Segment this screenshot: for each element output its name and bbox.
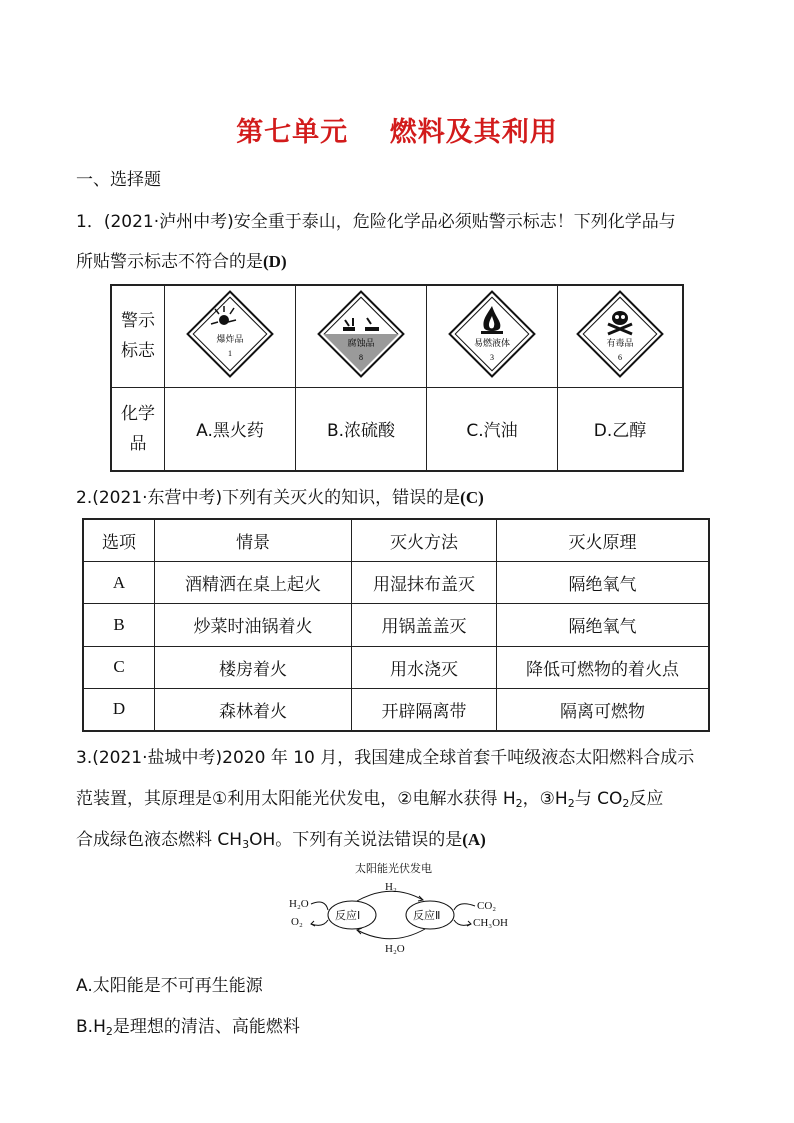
diagram-h2o-in: H₂O (289, 898, 309, 910)
sign-flammable (427, 285, 558, 387)
flame-icon (446, 288, 538, 380)
h2o-arrow (357, 929, 425, 939)
q1-answer: (D) (263, 252, 287, 271)
chem-c: C.汽油 (427, 387, 558, 471)
diagram-reaction-2: 反应Ⅱ (413, 910, 441, 922)
svg-text:6: 6 (618, 352, 622, 362)
q3-answer: (A) (462, 830, 486, 849)
table-row: B 炒菜时油锅着火 用锅盖盖灭 隔绝氧气 (83, 604, 709, 646)
svg-text:易燃液体: 易燃液体 (473, 337, 511, 348)
svg-text:腐蚀品: 腐蚀品 (347, 337, 375, 348)
table-header: 灭火方法 (352, 519, 497, 562)
diagram-o2-out: O₂ (291, 916, 303, 928)
q2-line1 (76, 486, 484, 510)
table-header: 情景 (155, 519, 352, 562)
q1-line1: 1．(2021·泸州中考)安全重于泰山，危险化学品必须贴警示标志！下列化学品与 (76, 212, 676, 232)
co2-in-arrow (454, 904, 475, 910)
sign-corrosive (296, 285, 427, 387)
chem-d: D.乙醇 (558, 387, 684, 471)
sign-row-header: 警示 标志 (111, 285, 165, 387)
section-heading: 一、选择题 (76, 170, 161, 190)
sign-explosive (165, 285, 296, 387)
svg-text:爆炸品: 爆炸品 (216, 333, 244, 344)
q1-line2 (76, 250, 287, 274)
q1-text: 所贴警示标志不符合的是 (76, 252, 263, 272)
diagram-co2: CO₂ (477, 900, 497, 912)
diagram-reaction-1: 反应Ⅰ (335, 910, 361, 922)
q3-option-a: A.太阳能是不可再生能源 (76, 976, 263, 996)
sign-toxic (558, 285, 684, 387)
q2-text: 2.(2021·东营中考)下列有关灭火的知识，错误的是 (76, 488, 461, 508)
q3-option-b: $B.H_2$是理想的清洁、高能燃料 (76, 1017, 300, 1038)
diagram-ch3oh: CH₃OH (473, 917, 509, 929)
svg-text:3: 3 (490, 352, 494, 362)
diagram-top-label: 太阳能光伏发电 (355, 863, 432, 875)
explosion-icon (184, 288, 276, 380)
table-row: D 森林着火 开辟隔离带 隔离可燃物 (83, 688, 709, 731)
reaction-diagram (285, 858, 525, 960)
h2o-in-arrow (311, 902, 328, 910)
q2-answer: (C) (460, 488, 484, 507)
q3-line1: 3.(2021·盐城中考)2020 年 10 月，我国建成全球首套千吨级液态太阳燃料合成示 (76, 748, 695, 768)
diagram-h2o-bottom: H₂O (385, 943, 405, 955)
table-header: 灭火原理 (497, 519, 710, 562)
chem-row-header: 化学 品 (111, 387, 165, 471)
diagram-h2-label: H₂ (385, 881, 397, 893)
table-header: 选项 (83, 519, 155, 562)
q3-line2: 范装置，其原理是①利用太阳能光伏发电，②电解水获得 $H_2$，$③H_2$与 $CO_2$反应 (76, 789, 664, 810)
table-row: C 楼房着火 用水浇灭 降低可燃物的着火点 (83, 646, 709, 688)
q3-line3: 合成绿色液态燃料 $CH_3OH$。下列有关说法错误的是(A) (76, 830, 486, 851)
chem-a: A.黑火药 (165, 387, 296, 471)
corrosion-icon (315, 288, 407, 380)
fire-table (82, 518, 710, 732)
table-row: A 酒精洒在桌上起火 用湿抹布盖灭 隔绝氧气 (83, 562, 709, 604)
svg-text:8: 8 (359, 352, 363, 362)
svg-text:1: 1 (228, 348, 232, 358)
svg-text:有毒品: 有毒品 (606, 337, 634, 348)
skull-icon (574, 288, 666, 380)
chem-b: B.浓硫酸 (296, 387, 427, 471)
page-title: 第七单元 燃料及其利用 (236, 117, 558, 148)
warning-sign-table (110, 284, 684, 472)
